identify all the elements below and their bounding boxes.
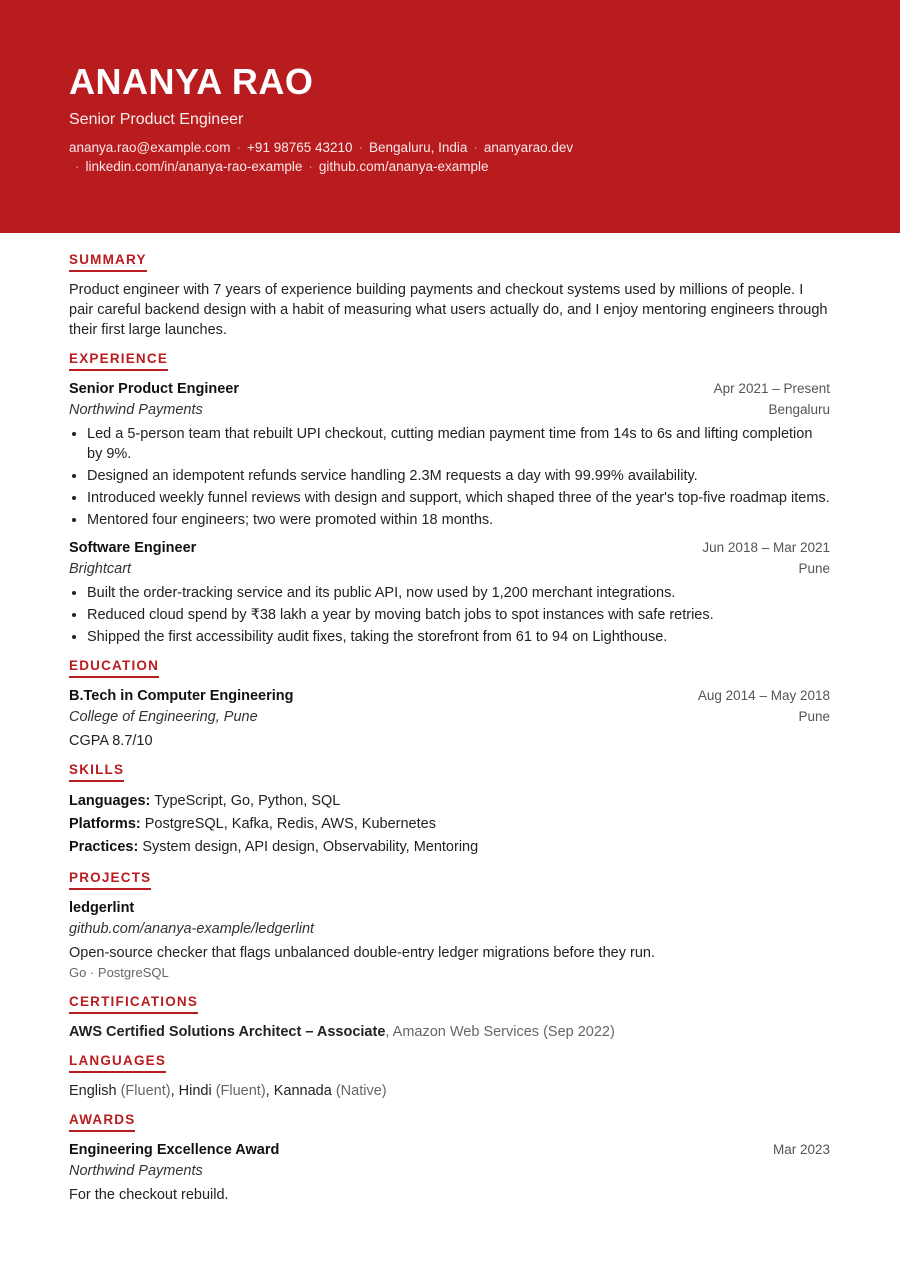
separator: · xyxy=(358,140,364,155)
skill-row xyxy=(69,790,830,813)
candidate-title: Senior Product Engineer xyxy=(69,111,244,128)
language-separator: , xyxy=(170,1083,179,1099)
section-heading: LANGUAGES xyxy=(69,1053,166,1073)
email-link[interactable]: ananya.rao@example.com xyxy=(69,140,231,155)
school-name: College of Engineering, Pune xyxy=(69,709,258,725)
skill-value: TypeScript, Go, Python, SQL xyxy=(154,793,341,809)
resume-body xyxy=(0,233,900,1205)
separator: · xyxy=(308,159,313,174)
skill-label: Platforms: xyxy=(69,816,141,832)
section-heading: SKILLS xyxy=(69,762,124,782)
language-level: (Fluent) xyxy=(116,1083,171,1099)
project-description: Open-source checker that flags unbalanced double-entry ledger migrations before they run. xyxy=(69,945,655,961)
section-heading: PROJECTS xyxy=(69,870,151,890)
resume-header xyxy=(0,0,900,233)
section-heading: EDUCATION xyxy=(69,658,159,678)
skills-section xyxy=(69,761,830,859)
job-company: Northwind Payments xyxy=(69,402,203,418)
education-grade: CGPA 8.7/10 xyxy=(69,733,153,749)
award-name: Engineering Excellence Award xyxy=(69,1142,280,1158)
project-link[interactable]: github.com/ananya-example/ledgerlint xyxy=(69,921,315,937)
job-role: Software Engineer xyxy=(69,540,197,556)
degree-name: B.Tech in Computer Engineering xyxy=(69,688,294,704)
certification-item xyxy=(69,1022,830,1042)
education-section xyxy=(69,657,830,751)
bullet-item: • Introduced weekly funnel reviews with design and support, which shaped three of the year's top-five roadmap items. xyxy=(87,488,830,508)
bullet-item: • Mentored four engineers; two were promoted within 18 months. xyxy=(87,510,830,530)
bullet-item: • Built the order-tracking service and its public API, now used by 1,200 merchant integrations. xyxy=(87,583,830,603)
awards-section xyxy=(69,1111,830,1205)
award-date: Mar 2023 xyxy=(772,1142,830,1157)
language-name: English xyxy=(69,1083,117,1099)
skill-row xyxy=(69,813,830,836)
job-company: Brightcart xyxy=(69,561,132,577)
job-dates: Jun 2018 – Mar 2021 xyxy=(702,540,830,555)
contact-line xyxy=(69,138,629,176)
job-entry xyxy=(69,379,830,530)
skill-value: System design, API design, Observability, Mentoring xyxy=(142,839,479,855)
website-link[interactable]: ananyarao.dev xyxy=(483,140,574,155)
job-location: Pune xyxy=(798,561,830,576)
bullet-item: • Led a 5-person team that rebuilt UPI checkout, cutting median payment time from 14s to 6s and lifting completion by 9%. xyxy=(87,424,830,464)
award-note: For the checkout rebuild. xyxy=(69,1187,229,1203)
education-dates: Aug 2014 – May 2018 xyxy=(697,688,830,703)
section-heading: EXPERIENCE xyxy=(69,351,168,371)
projects-section xyxy=(69,869,830,983)
skill-label: Languages: xyxy=(69,793,151,809)
phone-number: +91 98765 43210 xyxy=(247,140,353,155)
bullet-item: • Designed an idempotent refunds service handling 2.3M requests a day with 99.99% availability. xyxy=(87,466,830,486)
separator: · xyxy=(75,159,80,174)
language-level: (Native) xyxy=(331,1083,387,1099)
award-org: Northwind Payments xyxy=(69,1163,203,1179)
certifications-section xyxy=(69,993,830,1042)
languages-section xyxy=(69,1052,830,1101)
experience-section xyxy=(69,350,830,647)
languages-list xyxy=(69,1081,830,1101)
project-tech: Go · PostgreSQL xyxy=(69,965,169,980)
job-entry xyxy=(69,538,830,647)
skill-row xyxy=(69,836,830,859)
school-location: Pune xyxy=(798,709,830,724)
language-name: Kannada xyxy=(273,1083,332,1099)
separator: · xyxy=(473,140,478,155)
section-heading: CERTIFICATIONS xyxy=(69,994,198,1014)
location: Bengaluru, India xyxy=(369,140,468,155)
section-heading: AWARDS xyxy=(69,1112,135,1132)
job-role: Senior Product Engineer xyxy=(69,381,239,397)
language-name: Hindi xyxy=(178,1083,212,1099)
candidate-name: ANANYA RAO xyxy=(69,61,314,102)
job-location: Bengaluru xyxy=(768,402,830,417)
certification-name: AWS Certified Solutions Architect – Associate xyxy=(69,1024,386,1040)
language-level: (Fluent) xyxy=(211,1083,266,1099)
job-bullets xyxy=(69,424,830,530)
linkedin-link[interactable]: linkedin.com/in/ananya-rao-example xyxy=(85,159,303,174)
bullet-item: • Reduced cloud spend by ₹38 lakh a year by moving batch jobs to spot instances with safe retries. xyxy=(87,605,830,625)
job-bullets xyxy=(69,583,830,647)
summary-section xyxy=(69,251,830,340)
job-dates: Apr 2021 – Present xyxy=(713,381,830,396)
bullet-item: • Shipped the first accessibility audit fixes, taking the storefront from 61 to 94 on Lighthouse. xyxy=(87,627,830,647)
section-heading: SUMMARY xyxy=(69,252,147,272)
language-separator: , xyxy=(265,1083,274,1099)
github-link[interactable]: github.com/ananya-example xyxy=(318,159,489,174)
certification-issuer: , Amazon Web Services (Sep 2022) xyxy=(385,1024,615,1040)
summary-text: Product engineer with 7 years of experience building payments and checkout systems used by millions of people. I pair careful backend design with a habit of measuring what users actually do, and I enjoy mentoring engineers through their first large launches. xyxy=(69,282,828,338)
skill-label: Practices: xyxy=(69,839,139,855)
project-name: ledgerlint xyxy=(69,900,135,916)
separator: · xyxy=(236,140,242,155)
skill-value: PostgreSQL, Kafka, Redis, AWS, Kubernetes xyxy=(144,816,436,832)
